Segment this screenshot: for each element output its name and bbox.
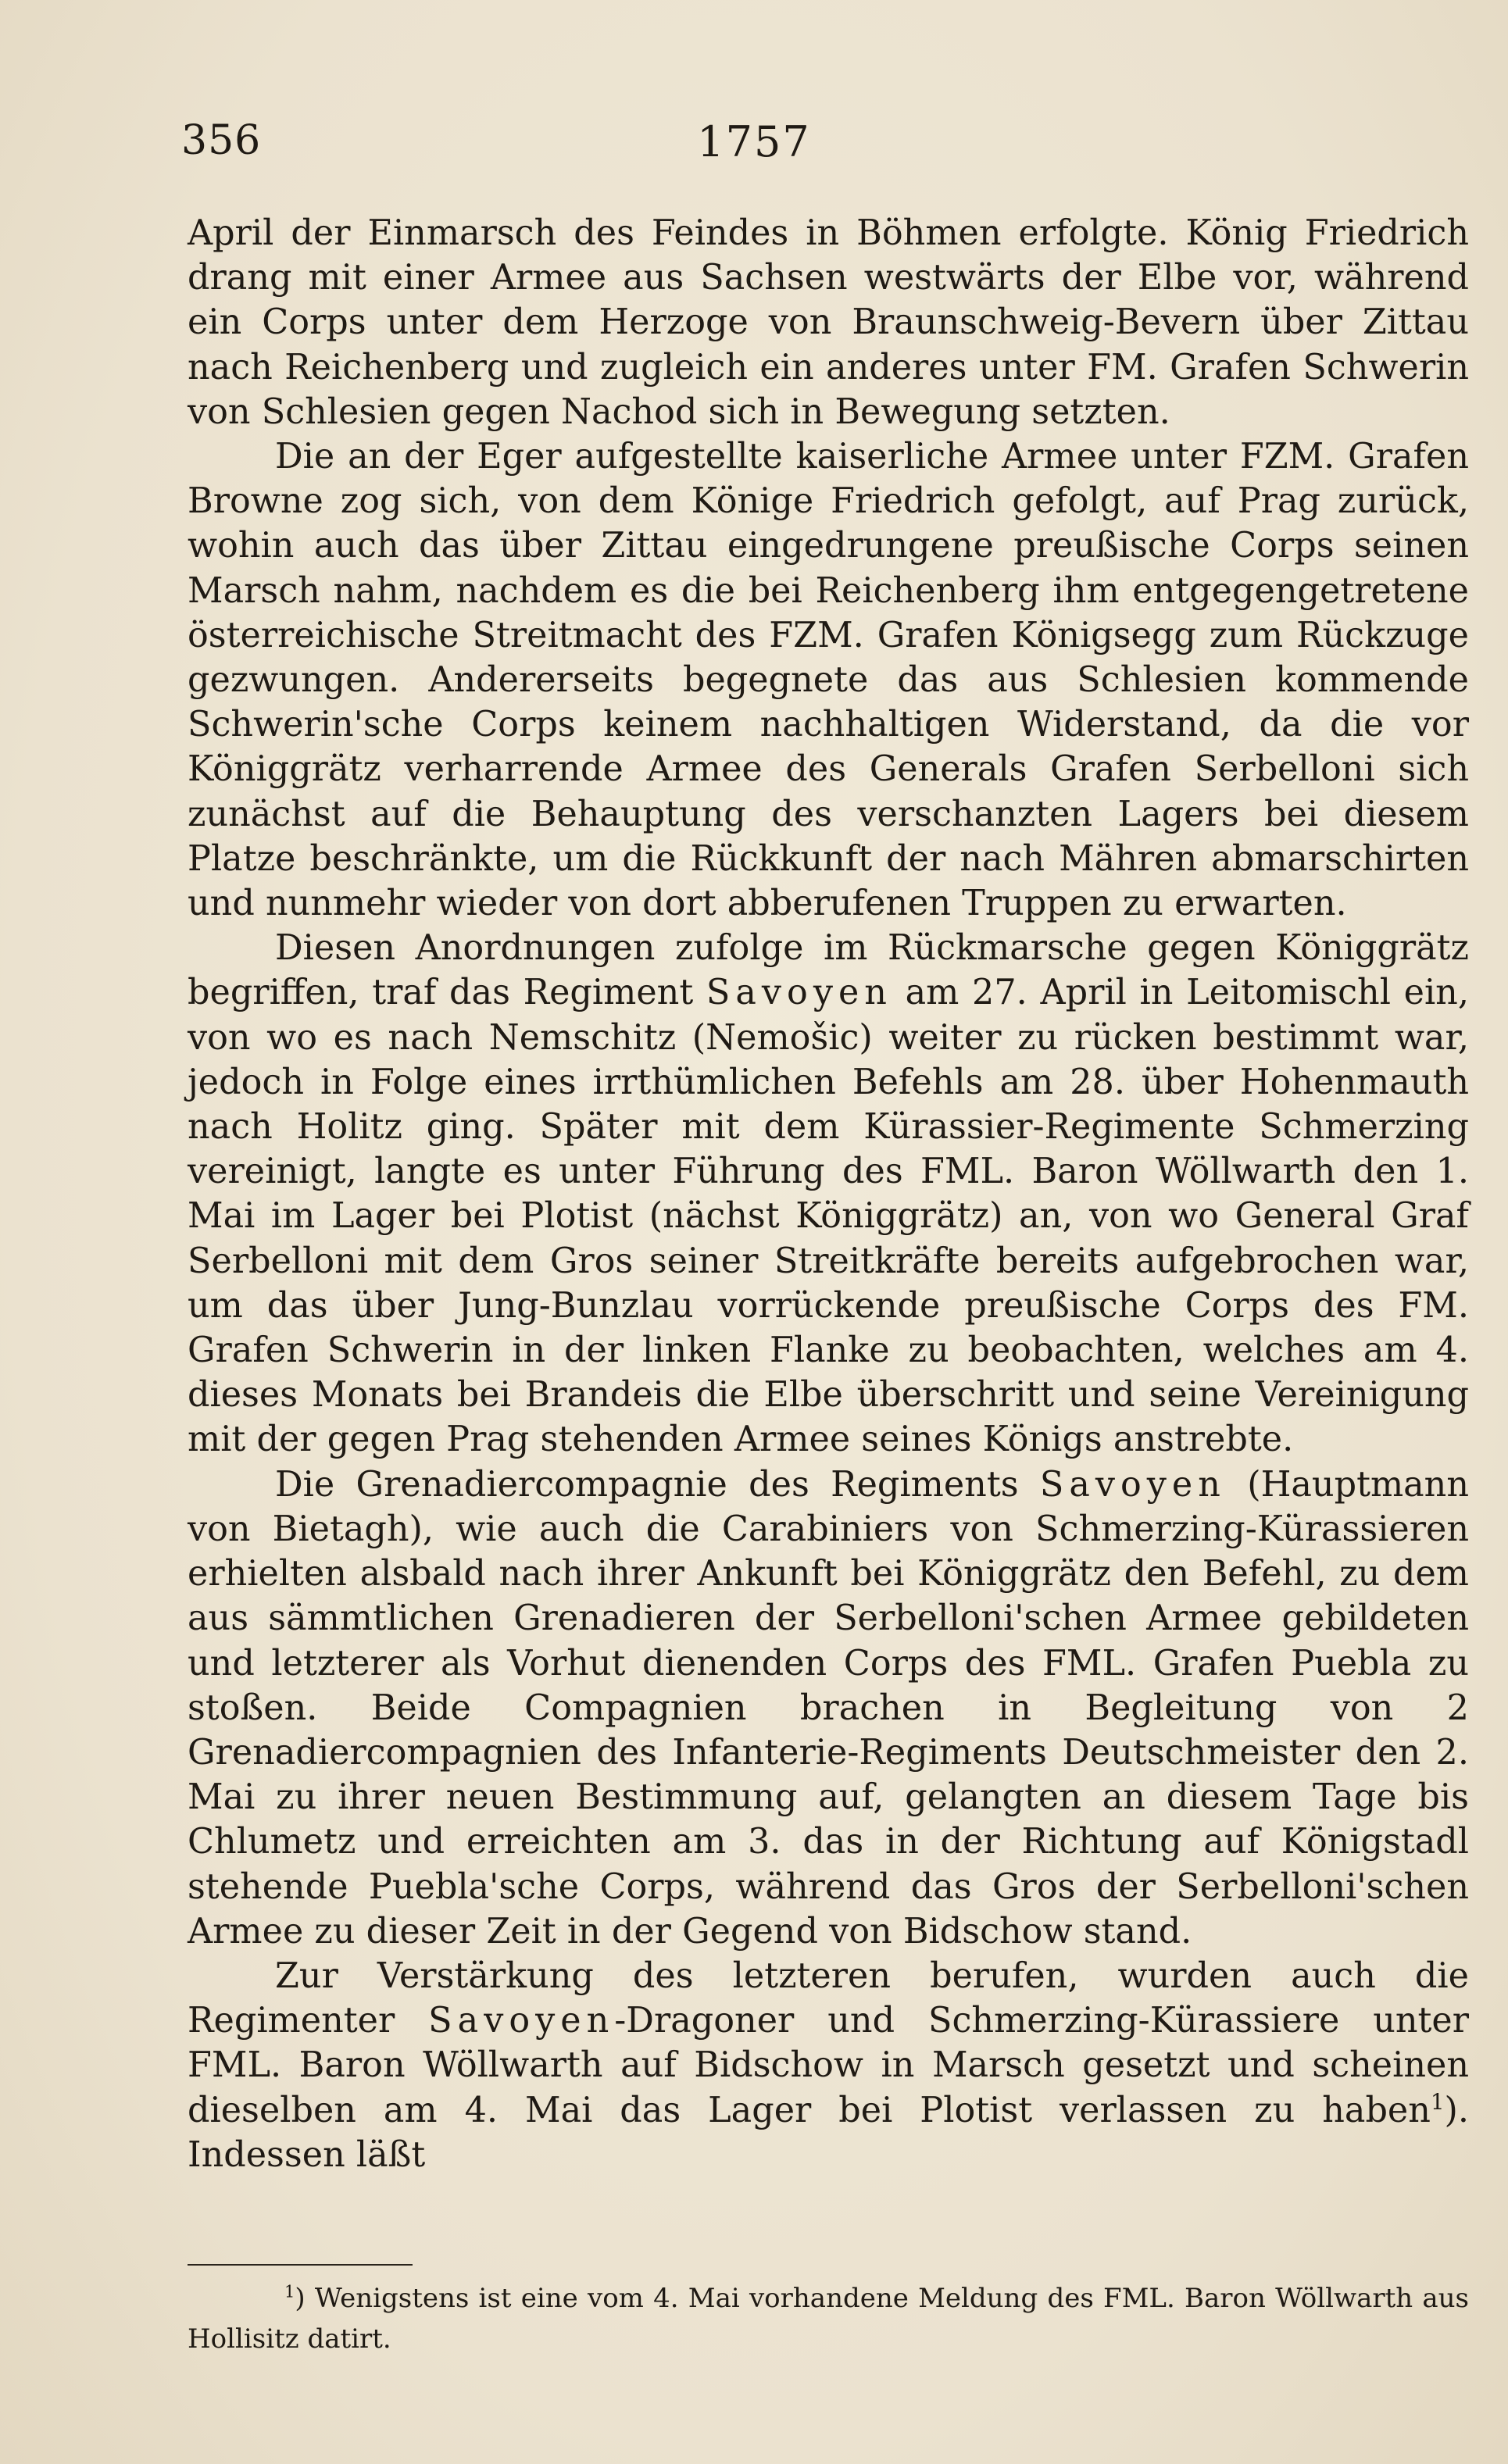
footnote-divider (188, 2264, 413, 2266)
footnote-marker: 1 (284, 2281, 295, 2302)
paragraph-2 (188, 434, 1469, 926)
paragraph-text: am 27. April in Leitomischl ein, von wo es nach Nemschitz (Nemošic) weiter zu rücken bestimmt war, jedoch in Folge eines irrthümlichen Befehls am 28. über Hohenmauth nach Holitz ging. Später mit dem Kürassier-Regimente Schmerzing vereinigt, langte es unter Führung des FML. Baron Wöllwarth den 1. Mai im Lager bei Plotist (nächst Königgrätz) an, von wo General Graf Serbelloni mit dem Gros seiner Streitkräfte bereits aufgebrochen war, um das über Jung-Bunzlau vorrückende preußische Corps des FM. Grafen Schwerin in der linken Flanke zu beobachten, welches am 4. dieses Monats bei Brandeis die Elbe überschritt und seine Vereinigung mit der gegen Prag stehenden Armee seines Königs anstrebte. (188, 973, 1469, 1460)
footnote-reference: 1 (1430, 2088, 1445, 2115)
page-header (0, 117, 1508, 172)
paragraph-text: Zur Verstärkung des letzteren berufen, wurden auch die Regimenter (188, 1955, 1469, 2041)
paragraph-text: Die Grenadiercompagnie des Regiments (275, 1464, 1040, 1505)
paragraph-text: (Hauptmann von Bietagh), wie auch die Carabiniers von Schmerzing-Kürassieren erhielten alsbald nach ihrer Ankunft bei Königgrätz den Befehl, zu dem aus sämmtlichen Grenadieren der Serbelloni'schen Armee gebildeten und letzterer als Vorhut dienenden Corps des FML. Grafen Puebla zu stoßen. Beide Compagnien brachen in Begleitung von 2 Grenadiercompagnien des Infanterie-Regiments Deutschmeister den 2. Mai zu ihrer neuen Bestimmung auf, gelangten an diesem Tage bis Chlumetz und erreichten am 3. das in der Richtung auf Königstadl stehende Puebla'sche Corps, während das Gros der Serbelloni'schen Armee zu dieser Zeit in der Gegend von Bidschow stand. (188, 1464, 1470, 1952)
paragraph-1 (188, 211, 1469, 434)
footnote (188, 2278, 1469, 2359)
paragraph-text: -Dragoner und Schmerzing-Kürassiere unter FML. Baron Wöllwarth auf Bidschow in Marsch gesetzt und scheinen dieselben am 4. Mai das Lager bei Plotist verlassen zu haben (188, 2001, 1470, 2130)
paragraph-5 (188, 1954, 1469, 2177)
main-text (188, 211, 1469, 2177)
footnote-text: ) Wenigstens ist eine vom 4. Mai vorhandene Meldung des FML. Baron Wöllwarth aus Hollisitz datirt. (188, 2283, 1469, 2355)
paragraph-text: Die an der Eger aufgestellte kaiserliche Armee unter FZM. Grafen Browne zog sich, von dem Könige Friedrich gefolgt, auf Prag zurück, wohin auch das über Zittau eingedrungene preußische Corps seinen Marsch nahm, nachdem es die bei Reichenberg ihm entgegengetretene österreichische Streitmacht des FZM. Grafen Königsegg zum Rückzuge gezwungen. Andererseits begegnete das aus Schlesien kommende Schwerin'sche Corps keinem nachhaltigen Widerstand, da die vor Königgrätz verharrende Armee des Generals Grafen Serbelloni sich zunächst auf die Behauptung des verschanzten Lagers bei diesem Platze beschränkte, um die Rückkunft der nach Mähren abmarschirten und nunmehr wieder von dort abberufenen Truppen zu erwarten. (188, 437, 1469, 924)
page-number: 356 (181, 117, 262, 164)
paragraph-3 (188, 926, 1469, 1462)
regiment-name-spaced: Savoyen (428, 2001, 615, 2041)
paragraph-4 (188, 1462, 1469, 1954)
running-head-year: 1757 (697, 117, 811, 166)
paragraph-text: ). Indessen läßt (188, 2090, 1469, 2175)
regiment-name-spaced: Savoyen (706, 973, 892, 1013)
paragraph-text: April der Einmarsch des Feindes in Böhmen erfolgte. König Friedrich drang mit einer Armee aus Sachsen westwärts der Elbe vor, während ein Corps unter dem Herzoge von Braunschweig-Bevern über Zittau nach Reichenberg und zugleich ein anderes unter FM. Grafen Schwerin von Schlesien gegen Nachod sich in Bewegung setzten. (188, 213, 1469, 432)
regiment-name-spaced: Savoyen (1039, 1464, 1226, 1505)
paragraph-text: Diesen Anordnungen zufolge im Rückmarsche gegen Königgrätz begriffen, traf das Regiment (188, 928, 1469, 1013)
